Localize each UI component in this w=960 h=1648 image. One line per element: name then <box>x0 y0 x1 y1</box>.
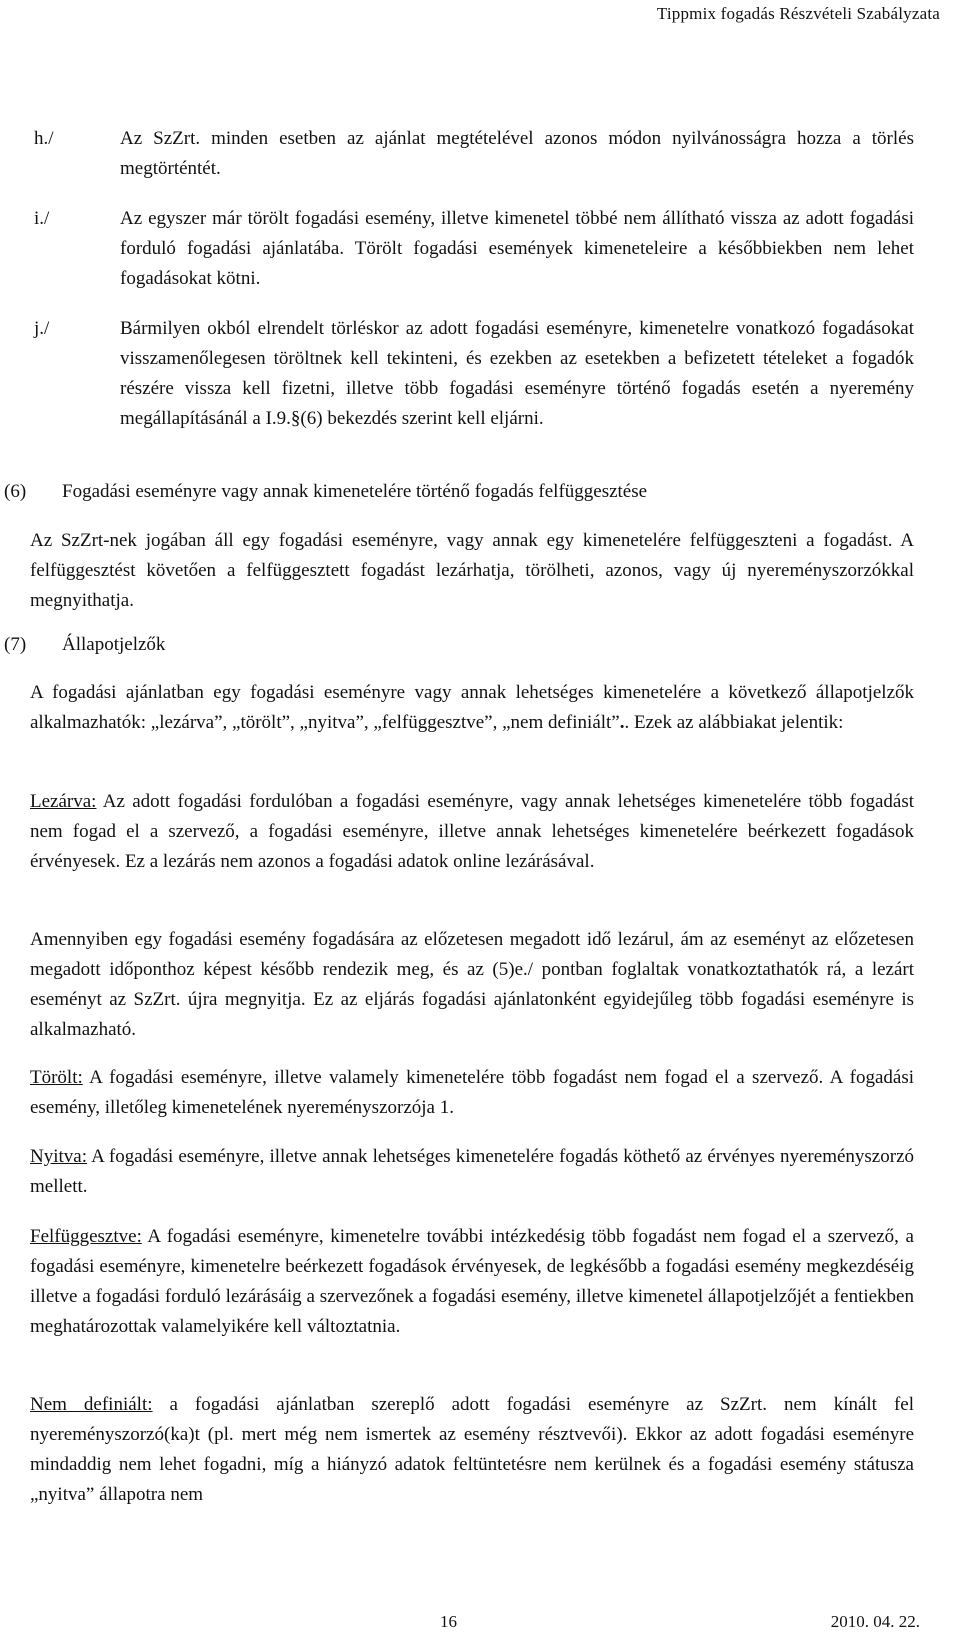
page-number: 16 <box>440 1612 457 1631</box>
paragraph-suspended <box>30 1222 914 1342</box>
section-title: Állapotjelzők <box>62 634 166 655</box>
list-item-label: h./ <box>34 128 54 149</box>
term-open: Nyitva: <box>30 1146 87 1167</box>
list-item-label: i./ <box>34 208 50 229</box>
definition-undefined: a fogadási ajánlatban szereplő adott fogadási eseményre az SzZrt. nem kínált fel nyereményszorzó(ka)t (pl. mert még nem ismertek az esemény résztvevői). Ekkor az adott fogadási eseményre mindaddig nem lehet fogadni, míg a hiányzó adatok feltüntetésre nem kerülnek és a fogadási esemény státusza „nyitva” állapotra nem <box>30 1394 914 1505</box>
list-item-text: Bármilyen okból elrendelt törléskor az adott fogadási eseményre, kimenetelre vonatkozó fogadásokat visszamenőlegesen töröltnek kell tekinteni, és ezekben az esetekben a befizetett tételeket a fogadók részére vissza kell fizetni, illetve több fogadási eseményre történő fogadás esetén a nyeremény megállapításánál a I.9.§(6) bekezdés szerint kell eljárni. <box>120 318 914 429</box>
list-item-text: Az SzZrt. minden esetben az ajánlat megtételével azonos módon nyilvánosságra hozza a törlés megtörténtét. <box>120 128 914 179</box>
footer-date: 2010. 04. 22. <box>830 1612 920 1631</box>
status-intro-bold-period: . <box>619 712 625 733</box>
term-undefined: Nem definiált: <box>30 1394 153 1415</box>
list-item-label: j./ <box>34 318 50 339</box>
list-item-text: Az egyszer már törölt fogadási esemény, illetve kimenetel többé nem állítható vissza az adott fogadási forduló fogadási ajánlatába. Törölt fogadási események kimeneteleire a későbbiekben nem lehet fogadásokat kötni. <box>120 208 914 289</box>
section-number: (7) <box>4 634 27 655</box>
status-intro-text: A fogadási ajánlatban egy fogadási eseményre vagy annak lehetséges kimenetelére a következő állapotjelzők alkalmazhatók: „lezárva”, „törölt”, „nyitva”, „felfüggesztve”, „nem definiált” <box>30 682 914 733</box>
definition-suspended: A fogadási eseményre, kimenetelre további intézkedésig több fogadást nem fogad el a szervező, a fogadási eseményre, kimenetelre beérkezett fogadások érvényesek, de legkésőbb a fogadási esemény megkezdéséig illetve a fogadási forduló lezárásáig a szervezőnek a fogadási esemény, illetve kimenetel állapotjelzőjét a fentiekben meghatározottak valamelyikére kell változtatnia. <box>30 1226 914 1337</box>
paragraph-open <box>30 1142 914 1202</box>
definition-deleted: A fogadási eseményre, illetve valamely kimenetelére több fogadást nem fogad el a szervező. A fogadási esemény, illetőleg kimenetelének nyereményszorzója 1. <box>30 1067 914 1118</box>
term-deleted: Törölt: <box>30 1067 83 1088</box>
status-intro-tail: . Ezek az alábbiakat jelentik: <box>624 712 844 733</box>
paragraph-reopen: Amennyiben egy fogadási esemény fogadására az előzetesen megadott idő lezárul, ám az eseményt az előzetesen megadott időponthoz képest később rendezik meg, és az (5)e./ pontban foglaltak vonatkoztathatók rá, a lezárt eseményt az SzZrt. újra megnyitja. Ez az eljárás fogadási ajánlatonként egyidejűleg több fogadási eseményre is alkalmazható. <box>30 929 914 1040</box>
term-suspended: Felfüggesztve: <box>30 1226 142 1247</box>
definition-closed: Az adott fogadási fordulóban a fogadási eseményre, vagy annak lehetséges kimenetelére több fogadást nem fogad el a szervező, a fogadási eseményre, illetve annak lehetséges kimenetelére beérkezett fogadások érvényesek. Ez a lezárás nem azonos a fogadási adatok online lezárásával. <box>30 791 914 872</box>
section-title: Fogadási eseményre vagy annak kimenetelére történő fogadás felfüggesztése <box>62 481 648 502</box>
paragraph-undefined <box>30 1390 914 1510</box>
paragraph-suspension: Az SzZrt-nek jogában áll egy fogadási eseményre, vagy annak egy kimenetelére felfüggeszteni a fogadást. A felfüggesztést követően a felfüggesztett fogadást lezárhatja, törölheti, azonos, vagy új nyereményszorzókkal megnyithatja. <box>30 530 914 611</box>
section-number: (6) <box>4 481 27 502</box>
term-closed: Lezárva: <box>30 791 97 812</box>
paragraph-closed <box>30 787 914 877</box>
paragraph-deleted <box>30 1063 914 1123</box>
definition-open: A fogadási eseményre, illetve annak lehetséges kimenetelére fogadás köthető az érvényes nyereményszorzó mellett. <box>30 1146 914 1197</box>
document-header-title: Tippmix fogadás Részvételi Szabályzata <box>656 4 940 23</box>
paragraph-status-intro <box>30 678 914 738</box>
